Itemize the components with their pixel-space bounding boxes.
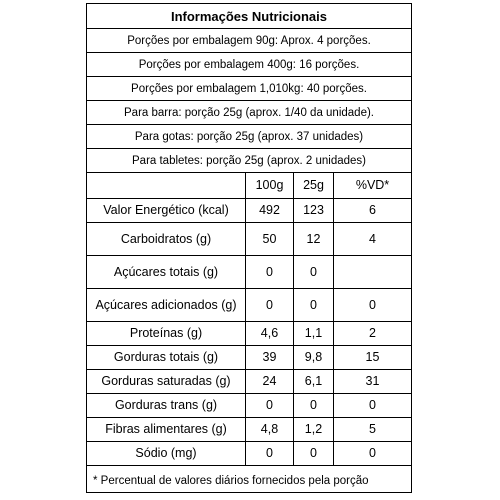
serving-line-row bbox=[87, 149, 411, 173]
table-row bbox=[87, 418, 411, 442]
serving-line: Para barra: porção 25g (aprox. 1/40 da unidade). bbox=[124, 106, 374, 119]
nutrition-facts-table bbox=[86, 3, 412, 493]
column-header-nutrient bbox=[87, 173, 246, 198]
table-row bbox=[87, 256, 411, 289]
table-row bbox=[87, 223, 411, 256]
nutrient-name: Proteínas (g) bbox=[87, 322, 246, 345]
value-100g: 0 bbox=[246, 289, 294, 321]
value-vd: 0 bbox=[369, 297, 376, 312]
nutrient-name: Gorduras saturadas (g) bbox=[87, 370, 246, 393]
table-title: Informações Nutricionais bbox=[170, 8, 328, 24]
value-100g: 0 bbox=[246, 256, 294, 288]
serving-line: Para gotas: porção 25g (aprox. 37 unidades) bbox=[134, 130, 364, 143]
serving-line-row bbox=[87, 77, 411, 101]
value-25g: 0 bbox=[294, 442, 334, 465]
value-vd: 2 bbox=[369, 326, 376, 341]
value-25g: 9,8 bbox=[294, 346, 334, 369]
value-25g: 0 bbox=[294, 394, 334, 417]
nutrient-name: Carboidratos (g) bbox=[87, 223, 246, 255]
value-vd: 15 bbox=[365, 350, 380, 365]
value-25g: 1,1 bbox=[294, 322, 334, 345]
nutrient-name: Fibras alimentares (g) bbox=[87, 418, 246, 441]
serving-line: Porções por embalagem 90g: Aprox. 4 porções. bbox=[127, 34, 371, 47]
value-25g: 12 bbox=[294, 223, 334, 255]
value-vd: 6 bbox=[369, 203, 376, 218]
nutrient-name: Valor Energético (kcal) bbox=[87, 199, 246, 222]
value-100g: 24 bbox=[246, 370, 294, 393]
value-100g: 4,8 bbox=[246, 418, 294, 441]
value-vd bbox=[334, 256, 411, 288]
serving-line: Para tabletes: porção 25g (aprox. 2 unidades) bbox=[132, 154, 366, 167]
value-100g: 50 bbox=[246, 223, 294, 255]
table-row bbox=[87, 199, 411, 223]
nutrient-name: Sódio (mg) bbox=[87, 442, 246, 465]
value-vd: 5 bbox=[369, 422, 376, 437]
table-row bbox=[87, 442, 411, 466]
nutrient-name: Açúcares adicionados (g) bbox=[87, 289, 246, 321]
column-header-vd: %VD* bbox=[355, 178, 390, 193]
table-row bbox=[87, 289, 411, 322]
value-100g: 4,6 bbox=[246, 322, 294, 345]
column-header-row bbox=[87, 173, 411, 199]
serving-line: Porções por embalagem 1,010kg: 40 porções. bbox=[131, 82, 367, 95]
value-vd: 31 bbox=[365, 374, 380, 389]
value-vd: 0 bbox=[369, 446, 376, 461]
nutrient-name: Gorduras trans (g) bbox=[87, 394, 246, 417]
table-title-row bbox=[87, 4, 411, 29]
nutrient-name: Gorduras totais (g) bbox=[87, 346, 246, 369]
value-100g: 0 bbox=[246, 442, 294, 465]
value-25g: 6,1 bbox=[294, 370, 334, 393]
value-vd: 4 bbox=[369, 231, 376, 246]
value-100g: 39 bbox=[246, 346, 294, 369]
column-header-100g: 100g bbox=[246, 173, 294, 198]
serving-line-row bbox=[87, 125, 411, 149]
footnote-row bbox=[87, 466, 411, 496]
value-vd: 0 bbox=[369, 398, 376, 413]
serving-line-row bbox=[87, 53, 411, 77]
value-25g: 0 bbox=[294, 289, 334, 321]
table-row bbox=[87, 394, 411, 418]
table-row bbox=[87, 346, 411, 370]
value-25g: 0 bbox=[294, 256, 334, 288]
value-100g: 0 bbox=[246, 394, 294, 417]
serving-line-row bbox=[87, 29, 411, 53]
serving-line: Porções por embalagem 400g: 16 porções. bbox=[138, 58, 360, 71]
table-row bbox=[87, 322, 411, 346]
value-100g: 492 bbox=[246, 199, 294, 222]
serving-line-row bbox=[87, 101, 411, 125]
table-row bbox=[87, 370, 411, 394]
value-25g: 123 bbox=[294, 199, 334, 222]
footnote: * Percentual de valores diários fornecidos pela porção bbox=[93, 475, 369, 487]
value-25g: 1,2 bbox=[294, 418, 334, 441]
column-header-25g: 25g bbox=[294, 173, 334, 198]
nutrient-name: Açúcares totais (g) bbox=[87, 256, 246, 288]
